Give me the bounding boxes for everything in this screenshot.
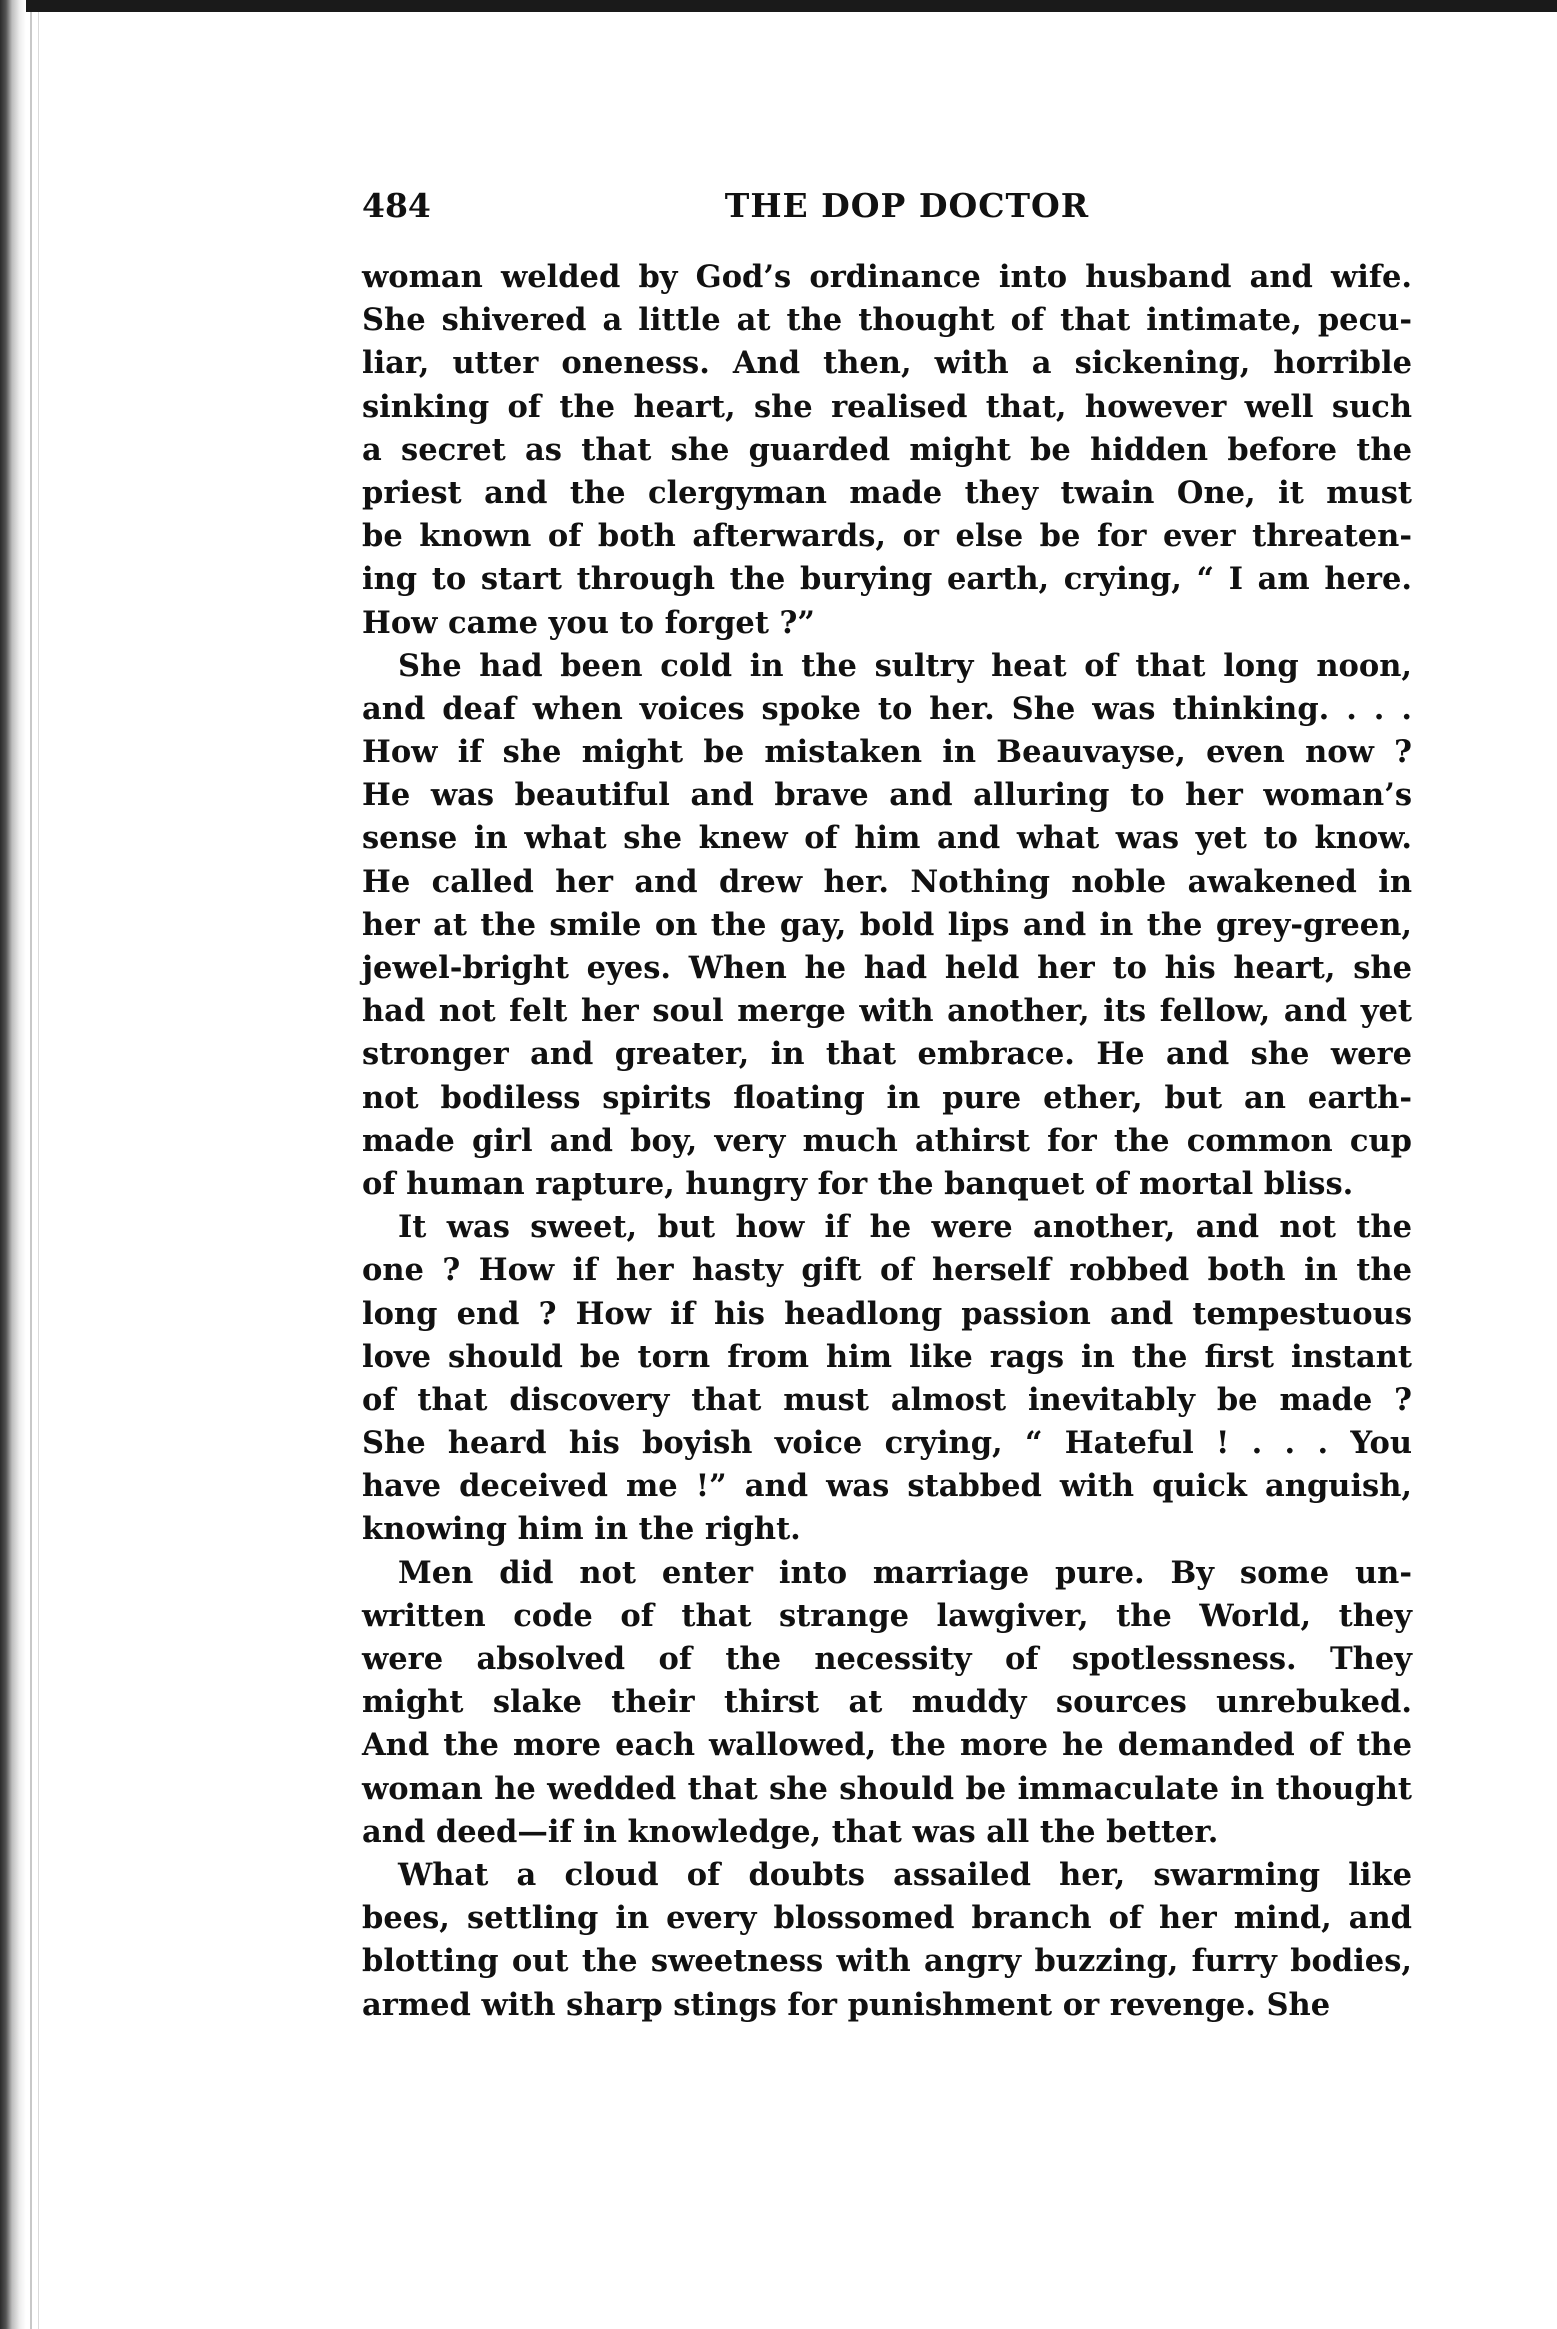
- text-line: her at the smile on the gay, bold lips and in the grey-green,: [362, 906, 1412, 943]
- text-line: were absolved of the necessity of spotlessness. They: [362, 1641, 1412, 1677]
- text-line: And the more each wallowed, the more he demanded of the: [362, 1727, 1412, 1764]
- text-line: ing to start through the burying earth, crying, “ I am here.: [362, 561, 1412, 598]
- text-line: of that discovery that must almost inevitably be made ?: [362, 1381, 1412, 1418]
- page-number: 484: [362, 186, 431, 225]
- text-line: priest and the clergyman made they twain One, it must: [362, 474, 1412, 511]
- scan-top-edge: [0, 0, 1557, 12]
- text-line: liar, utter oneness. And then, with a sickening, horrible: [362, 345, 1412, 382]
- text-line: a secret as that she guarded might be hidden before the: [362, 431, 1412, 468]
- running-head: [362, 178, 1412, 238]
- text-line: written code of that strange lawgiver, the World, they: [362, 1597, 1412, 1634]
- text-line: It was sweet, but how if he were another, and not the: [398, 1209, 1412, 1246]
- body-text: [362, 256, 1412, 2027]
- text-line: jewel-bright eyes. When he had held her to his heart, she: [362, 950, 1412, 986]
- text-line: not bodiless spirits floating in pure ether, but an earth-: [362, 1079, 1412, 1116]
- scan-binding-shadow: [0, 0, 26, 2329]
- text-line: bees, settling in every blossomed branch of her mind, and: [362, 1900, 1412, 1937]
- running-title: THE DOP DOCTOR: [724, 186, 1090, 225]
- text-line: made girl and boy, very much athirst for the common cup: [362, 1122, 1412, 1159]
- text-line: sinking of the heart, she realised that, however well such: [362, 388, 1412, 425]
- text-line: stronger and greater, in that embrace. He and she were: [362, 1036, 1412, 1073]
- text-line: had not felt her soul merge with another, its fellow, and yet: [362, 993, 1412, 1030]
- text-line: one ? How if her hasty gift of herself robbed both in the: [362, 1252, 1412, 1289]
- text-line: She shivered a little at the thought of that intimate, pecu-: [362, 302, 1412, 339]
- text-line: long end ? How if his headlong passion and tempestuous: [362, 1295, 1412, 1332]
- text-line: and deed—if in knowledge, that was all the better.: [362, 1813, 1219, 1850]
- text-line: He was beautiful and brave and alluring to her woman’s: [362, 777, 1412, 814]
- text-line: He called her and drew her. Nothing noble awakened in: [362, 863, 1412, 900]
- scan-edge-line: [38, 12, 39, 2329]
- paragraph: [362, 1552, 1412, 1854]
- text-line: armed with sharp stings for punishment or revenge. She: [362, 1986, 1331, 2023]
- paragraph: [362, 645, 1412, 1206]
- text-line: blotting out the sweetness with angry buzzing, furry bodies,: [362, 1943, 1412, 1980]
- text-line: How if she might be mistaken in Beauvayse, even now ?: [362, 734, 1412, 771]
- text-line: of human rapture, hungry for the banquet of mortal bliss.: [362, 1165, 1354, 1202]
- text-line: might slake their thirst at muddy sources unrebuked.: [362, 1684, 1412, 1721]
- paragraph: [362, 1854, 1412, 2027]
- text-line: Men did not enter into marriage pure. By some un-: [398, 1554, 1412, 1591]
- text-line: and deaf when voices spoke to her. She was thinking. . . .: [362, 690, 1412, 727]
- text-line: sense in what she knew of him and what was yet to know.: [362, 820, 1412, 857]
- scan-edge-line: [30, 12, 32, 2329]
- text-line: woman welded by God’s ordinance into husband and wife.: [362, 259, 1412, 295]
- paragraph: [362, 256, 1412, 645]
- text-line: She heard his boyish voice crying, “ Hateful ! . . . You: [362, 1425, 1412, 1462]
- text-line: have deceived me !” and was stabbed with quick anguish,: [362, 1468, 1412, 1505]
- text-line: knowing him in the right.: [362, 1511, 801, 1548]
- text-line: She had been cold in the sultry heat of that long noon,: [398, 647, 1412, 684]
- text-line: How came you to forget ?”: [362, 604, 815, 641]
- text-line: What a cloud of doubts assailed her, swarming like: [398, 1856, 1412, 1893]
- text-line: woman he wedded that she should be immaculate in thought: [362, 1770, 1412, 1807]
- paragraph: [362, 1206, 1412, 1552]
- text-line: be known of both afterwards, or else be for ever threaten-: [362, 518, 1412, 555]
- text-line: love should be torn from him like rags in the first instant: [362, 1338, 1412, 1375]
